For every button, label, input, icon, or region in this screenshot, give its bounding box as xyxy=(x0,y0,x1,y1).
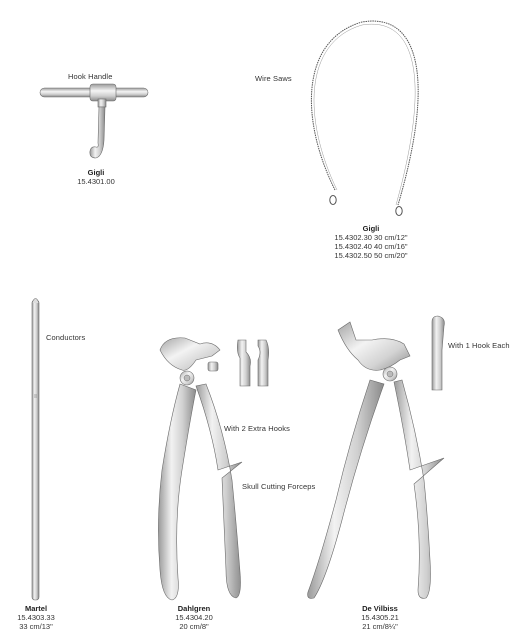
product-code: 15.4305.21 xyxy=(361,613,399,622)
product-code: 15.4301.00 xyxy=(77,177,115,186)
conductors-label: Conductors xyxy=(46,333,86,342)
with-2-extra-hooks-label: With 2 Extra Hooks xyxy=(224,424,290,433)
hook-handle-illustration xyxy=(40,84,148,158)
product-code: 15.4304.20 xyxy=(175,613,213,622)
wire-saws-label: Wire Saws xyxy=(255,74,292,83)
gigli-handle-caption xyxy=(60,168,132,186)
hook-handle-label: Hook Handle xyxy=(68,72,113,81)
product-size: 20 cm/8" xyxy=(179,622,209,631)
product-code: 15.4302.50 50 cm/20" xyxy=(334,251,408,260)
wire-saw-illustration xyxy=(311,21,418,215)
product-name: De Vilbiss xyxy=(362,604,398,613)
product-code: 15.4302.40 40 cm/16" xyxy=(334,242,408,251)
with-1-hook-each-label: With 1 Hook Each xyxy=(448,341,510,350)
product-code: 15.4302.30 30 cm/12" xyxy=(334,233,408,242)
dahlgren-caption xyxy=(160,604,228,631)
product-size: 33 cm/13" xyxy=(19,622,53,631)
product-size: 21 cm/8¼" xyxy=(362,622,398,631)
de-vilbiss-caption xyxy=(344,604,416,631)
product-name: Dahlgren xyxy=(177,604,211,613)
gigli-saws-caption xyxy=(315,224,427,260)
product-name: Gigli xyxy=(87,168,105,177)
dahlgren-extra-hooks-illustration xyxy=(237,340,268,386)
product-name: Gigli xyxy=(362,224,380,233)
product-name: Martel xyxy=(24,604,48,613)
skull-cutting-forceps-label: Skull Cutting Forceps xyxy=(242,482,316,491)
product-code: 15.4303.33 xyxy=(17,613,55,622)
de-vilbiss-forceps-illustration xyxy=(308,322,444,598)
dahlgren-forceps-illustration xyxy=(158,338,242,600)
martel-caption xyxy=(4,604,68,631)
de-vilbiss-extra-hook-illustration xyxy=(432,316,444,390)
martel-conductor-illustration xyxy=(32,299,39,601)
